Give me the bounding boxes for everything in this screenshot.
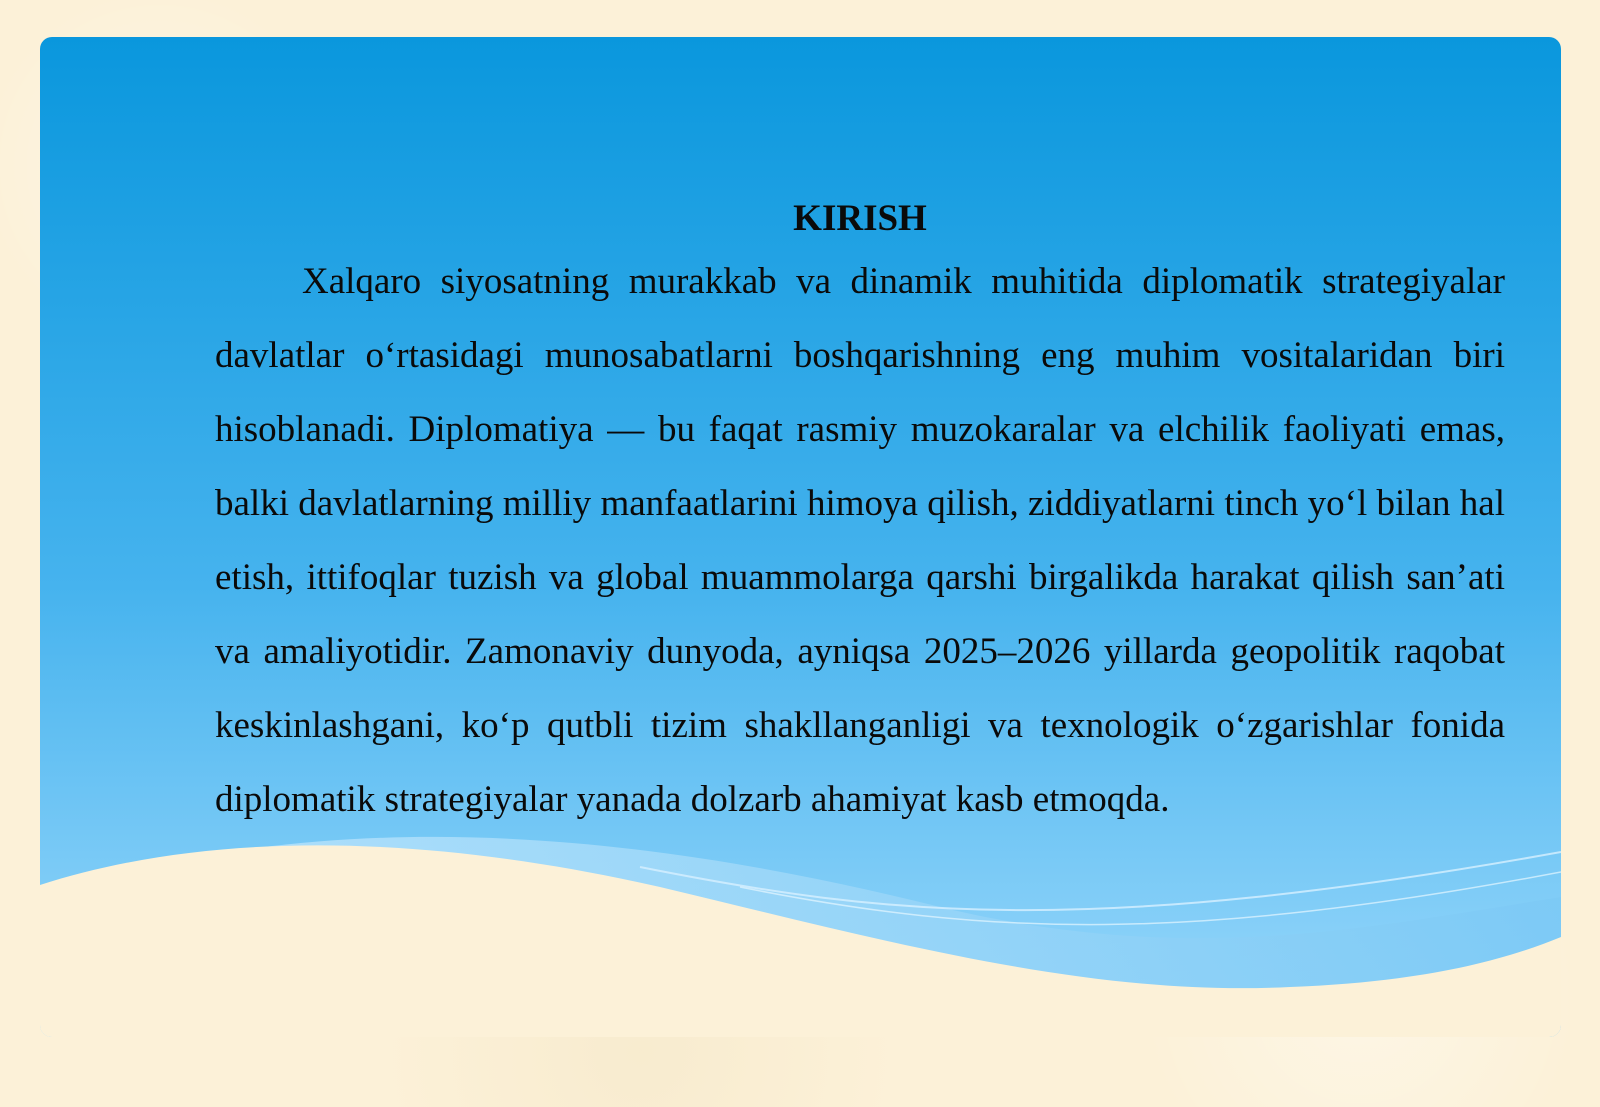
slide-paragraph: Xalqaro siyosatning murakkab va dinamik muhitida diplomatik strategiyalar davlatlar o‘rtasidagi munosabatlarni boshqarishning eng muhim vositalaridan biri hisoblanadi. Diplomatiya — bu faqat rasmiy muzokaralar va elchilik faoliyati emas, balki davlatlarning milliy manfaatlarini himoya qilish, ziddiyatlarni tinch yo‘l bilan hal etish, ittifoqlar tuzish va global muammolarga qarshi birgalikda harakat qilish san’ati va amaliyotidir. Zamonaviy dunyoda, ayniqsa 2025–2026 yillarda geopolitik raqobat keskinlashgani, ko‘p qutbli tizim shakllanganligi va texnologik o‘zgarishlar fonida diplomatik strategiyalar yanada dolzarb ahamiyat kasb etmoqda.	[215, 261, 1505, 820]
slide-content	[215, 193, 1505, 837]
slide-title: KIRISH	[793, 198, 927, 239]
slide-panel	[40, 37, 1561, 1037]
